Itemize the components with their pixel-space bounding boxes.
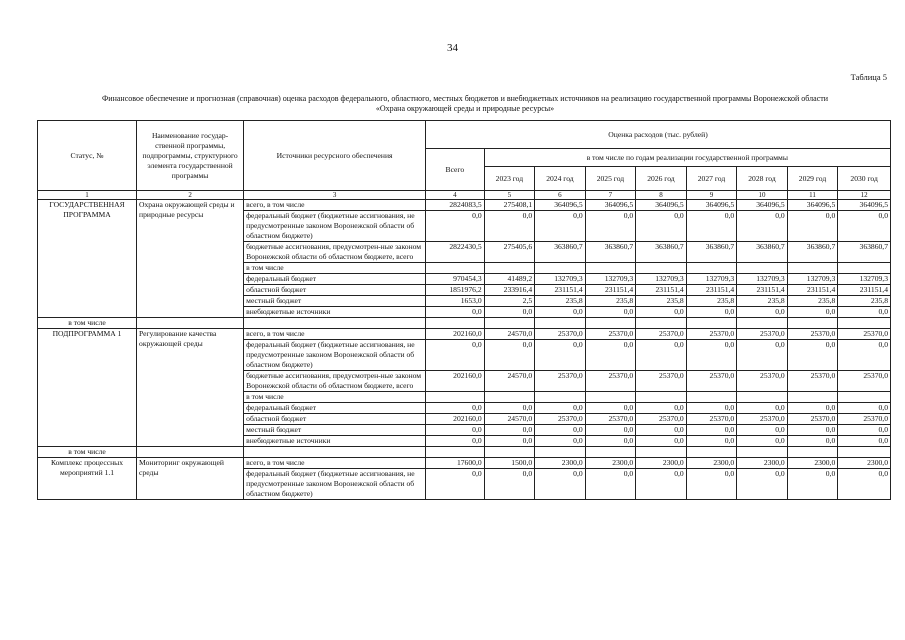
source-cell: федеральный бюджет [244, 403, 426, 414]
source-cell: бюджетные ассигнования, предусмотрен-ные законом Воронежской области об областном бюджете, всего [244, 242, 426, 263]
total-value-cell [426, 392, 485, 403]
total-value-cell: 970454,3 [426, 274, 485, 285]
year-value-cell: 2300,0 [838, 458, 891, 469]
year-value-cell [636, 263, 687, 274]
year-value-cell: 0,0 [737, 307, 788, 318]
year-value-cell: 25370,0 [686, 414, 737, 425]
year-value-cell: 364096,5 [686, 200, 737, 211]
total-value-cell: 2824083,5 [426, 200, 485, 211]
year-value-cell: 363860,7 [636, 242, 687, 263]
year-value-cell: 0,0 [535, 469, 586, 500]
year-value-cell: 0,0 [787, 403, 838, 414]
year-value-cell [686, 392, 737, 403]
year-value-cell: 2300,0 [686, 458, 737, 469]
year-value-cell: 0,0 [484, 307, 535, 318]
year-value-cell: 0,0 [535, 211, 586, 242]
status-cell: ГОСУДАРСТВЕННАЯ ПРОГРАММА [38, 200, 137, 318]
source-cell: федеральный бюджет (бюджетные ассигнования, не предусмотренные законом Воронежской области об областном бюджете) [244, 340, 426, 371]
year-value-cell: 0,0 [535, 436, 586, 447]
column-index-10: 10 [737, 191, 788, 200]
year-value-cell: 235,8 [838, 296, 891, 307]
year-value-cell [535, 392, 586, 403]
year-value-cell: 0,0 [636, 340, 687, 371]
year-value-cell: 2300,0 [535, 458, 586, 469]
year-value-cell: 0,0 [787, 211, 838, 242]
including-label: в том числе [38, 318, 137, 329]
year-value-cell: 364096,5 [737, 200, 788, 211]
year-value-cell: 0,0 [585, 340, 636, 371]
empty-cell [137, 318, 244, 329]
year-value-cell: 0,0 [484, 436, 535, 447]
year-value-cell: 0,0 [585, 403, 636, 414]
year-value-cell: 0,0 [686, 307, 737, 318]
header-year-5: 2027 год [686, 167, 737, 191]
table-label: Таблица 5 [850, 72, 887, 82]
document-title [45, 94, 885, 114]
year-value-cell: 0,0 [737, 403, 788, 414]
year-value-cell: 25370,0 [737, 329, 788, 340]
year-value-cell: 2300,0 [636, 458, 687, 469]
year-value-cell: 25370,0 [838, 371, 891, 392]
year-value-cell: 0,0 [484, 403, 535, 414]
year-value-cell [838, 392, 891, 403]
year-value-cell: 0,0 [636, 307, 687, 318]
source-cell: федеральный бюджет (бюджетные ассигнования, не предусмотренные законом Воронежской области об областном бюджете) [244, 469, 426, 500]
year-value-cell [484, 263, 535, 274]
year-value-cell: 0,0 [838, 403, 891, 414]
empty-cell [535, 318, 586, 329]
year-value-cell: 0,0 [535, 403, 586, 414]
total-value-cell: 202160,0 [426, 329, 485, 340]
source-cell: местный бюджет [244, 425, 426, 436]
column-index-12: 12 [838, 191, 891, 200]
column-index-2: 2 [137, 191, 244, 200]
year-value-cell [535, 263, 586, 274]
empty-cell [787, 318, 838, 329]
year-value-cell: 25370,0 [737, 371, 788, 392]
year-value-cell: 231151,4 [838, 285, 891, 296]
year-value-cell: 25370,0 [686, 329, 737, 340]
column-index-11: 11 [787, 191, 838, 200]
empty-cell [137, 447, 244, 458]
year-value-cell: 0,0 [737, 340, 788, 371]
year-value-cell: 25370,0 [686, 371, 737, 392]
empty-cell [838, 447, 891, 458]
column-index-3: 3 [244, 191, 426, 200]
year-value-cell: 25370,0 [838, 329, 891, 340]
header-year-4: 2026 год [636, 167, 687, 191]
year-value-cell: 25370,0 [585, 414, 636, 425]
table-row [38, 200, 891, 211]
year-value-cell: 235,8 [686, 296, 737, 307]
total-value-cell: 0,0 [426, 436, 485, 447]
year-value-cell: 364096,5 [838, 200, 891, 211]
year-value-cell: 2300,0 [737, 458, 788, 469]
header-year-1: 2023 год [484, 167, 535, 191]
year-value-cell: 0,0 [838, 340, 891, 371]
title-line-1: Финансовое обеспечение и прогнозная (справочная) оценка расходов федерального, областного, местных бюджетов и внебюджетных источников на реализацию государственной программы Воронежской области [101, 94, 829, 103]
header-by-years: в том числе по годам реализации государственной программы [484, 149, 890, 167]
table-row [38, 458, 891, 469]
total-value-cell: 0,0 [426, 469, 485, 500]
year-value-cell: 275408,1 [484, 200, 535, 211]
year-value-cell: 364096,5 [585, 200, 636, 211]
year-value-cell: 0,0 [636, 425, 687, 436]
column-index-7: 7 [585, 191, 636, 200]
empty-cell [636, 447, 687, 458]
year-value-cell: 0,0 [484, 469, 535, 500]
source-cell: внебюджетные источники [244, 307, 426, 318]
year-value-cell: 0,0 [787, 436, 838, 447]
year-value-cell: 0,0 [737, 436, 788, 447]
year-value-cell: 0,0 [737, 425, 788, 436]
year-value-cell: 132709,3 [787, 274, 838, 285]
header-estimate: Оценка расходов (тыс. рублей) [426, 121, 891, 149]
year-value-cell: 132709,3 [737, 274, 788, 285]
empty-cell [585, 447, 636, 458]
header-year-2: 2024 год [535, 167, 586, 191]
total-value-cell: 0,0 [426, 211, 485, 242]
empty-cell [737, 447, 788, 458]
total-value-cell: 2822430,5 [426, 242, 485, 263]
year-value-cell: 25370,0 [535, 371, 586, 392]
year-value-cell [686, 263, 737, 274]
year-value-cell: 0,0 [484, 211, 535, 242]
header-year-7: 2029 год [787, 167, 838, 191]
year-value-cell [737, 392, 788, 403]
year-value-cell: 132709,3 [686, 274, 737, 285]
header-year-6: 2028 год [737, 167, 788, 191]
source-cell: местный бюджет [244, 296, 426, 307]
year-value-cell: 0,0 [838, 425, 891, 436]
column-index-4: 4 [426, 191, 485, 200]
year-value-cell: 0,0 [636, 211, 687, 242]
year-value-cell: 0,0 [787, 469, 838, 500]
column-index-8: 8 [636, 191, 687, 200]
year-value-cell: 0,0 [686, 403, 737, 414]
status-cell: ПОДПРОГРАММА 1 [38, 329, 137, 447]
year-value-cell: 25370,0 [838, 414, 891, 425]
year-value-cell: 25370,0 [535, 329, 586, 340]
page-number: 34 [447, 42, 458, 54]
year-value-cell: 0,0 [838, 436, 891, 447]
year-value-cell: 0,0 [535, 307, 586, 318]
year-value-cell: 231151,4 [636, 285, 687, 296]
year-value-cell: 275405,6 [484, 242, 535, 263]
table-row [38, 447, 891, 458]
column-index-9: 9 [686, 191, 737, 200]
year-value-cell: 25370,0 [787, 329, 838, 340]
year-value-cell: 363860,7 [535, 242, 586, 263]
year-value-cell: 24570,0 [484, 414, 535, 425]
year-value-cell: 231151,4 [787, 285, 838, 296]
year-value-cell [585, 392, 636, 403]
empty-cell [585, 318, 636, 329]
year-value-cell: 2,5 [484, 296, 535, 307]
empty-cell [426, 447, 485, 458]
source-cell: всего, в том числе [244, 458, 426, 469]
source-cell: внебюджетные источники [244, 436, 426, 447]
year-value-cell: 0,0 [787, 307, 838, 318]
year-value-cell [636, 392, 687, 403]
empty-cell [737, 318, 788, 329]
status-cell: Комплекс процессных мероприятий 1.1 [38, 458, 137, 500]
source-cell: областной бюджет [244, 414, 426, 425]
year-value-cell: 235,8 [535, 296, 586, 307]
year-value-cell: 364096,5 [535, 200, 586, 211]
source-cell: в том числе [244, 392, 426, 403]
year-value-cell: 0,0 [636, 403, 687, 414]
program-name-cell: Охрана окружающей среды и природные ресурсы [137, 200, 244, 318]
year-value-cell: 231151,4 [737, 285, 788, 296]
year-value-cell: 0,0 [686, 211, 737, 242]
year-value-cell: 0,0 [484, 340, 535, 371]
year-value-cell: 0,0 [535, 340, 586, 371]
year-value-cell: 363860,7 [838, 242, 891, 263]
year-value-cell: 1500,0 [484, 458, 535, 469]
year-value-cell: 132709,3 [838, 274, 891, 285]
year-value-cell: 0,0 [686, 436, 737, 447]
empty-cell [636, 318, 687, 329]
year-value-cell: 0,0 [787, 340, 838, 371]
source-cell: федеральный бюджет (бюджетные ассигнования, не предусмотренные законом Воронежской области об областном бюджете) [244, 211, 426, 242]
total-value-cell: 1851976,2 [426, 285, 485, 296]
year-value-cell [787, 392, 838, 403]
total-value-cell: 17600,0 [426, 458, 485, 469]
year-value-cell: 0,0 [737, 211, 788, 242]
total-value-cell: 202160,0 [426, 414, 485, 425]
year-value-cell: 363860,7 [686, 242, 737, 263]
year-value-cell: 0,0 [686, 425, 737, 436]
year-value-cell: 0,0 [585, 307, 636, 318]
year-value-cell: 0,0 [585, 211, 636, 242]
table-row [38, 318, 891, 329]
header-name: Наименование государ-ственной программы, подпрограммы, структурного элемента государственной программы [137, 121, 244, 191]
year-value-cell: 0,0 [686, 469, 737, 500]
year-value-cell: 0,0 [636, 469, 687, 500]
empty-cell [426, 318, 485, 329]
year-value-cell: 0,0 [585, 469, 636, 500]
year-value-cell: 231151,4 [535, 285, 586, 296]
year-value-cell: 25370,0 [585, 371, 636, 392]
including-label: в том числе [38, 447, 137, 458]
empty-cell [787, 447, 838, 458]
total-value-cell: 1653,0 [426, 296, 485, 307]
year-value-cell: 363860,7 [787, 242, 838, 263]
year-value-cell: 364096,5 [636, 200, 687, 211]
year-value-cell: 132709,3 [535, 274, 586, 285]
year-value-cell: 25370,0 [636, 371, 687, 392]
source-cell: федеральный бюджет [244, 274, 426, 285]
total-value-cell: 0,0 [426, 307, 485, 318]
empty-cell [484, 318, 535, 329]
source-cell: областной бюджет [244, 285, 426, 296]
title-line-2: «Охрана окружающей среды и природные ресурсы» [375, 104, 555, 113]
year-value-cell: 235,8 [636, 296, 687, 307]
total-value-cell [426, 263, 485, 274]
year-value-cell: 132709,3 [585, 274, 636, 285]
year-value-cell: 0,0 [838, 469, 891, 500]
year-value-cell: 363860,7 [737, 242, 788, 263]
year-value-cell: 0,0 [787, 425, 838, 436]
year-value-cell: 41489,2 [484, 274, 535, 285]
empty-cell [535, 447, 586, 458]
year-value-cell: 2300,0 [585, 458, 636, 469]
year-value-cell: 25370,0 [737, 414, 788, 425]
source-cell: в том числе [244, 263, 426, 274]
program-name-cell: Мониторинг окружающей среды [137, 458, 244, 500]
total-value-cell: 0,0 [426, 340, 485, 371]
source-cell: бюджетные ассигнования, предусмотрен-ные законом Воронежской области об областном бюджете, всего [244, 371, 426, 392]
table-row [38, 329, 891, 340]
header-status: Статус, № [38, 121, 137, 191]
year-value-cell [787, 263, 838, 274]
year-value-cell [838, 263, 891, 274]
header-year-8: 2030 год [838, 167, 891, 191]
column-index-5: 5 [484, 191, 535, 200]
header-source: Источники ресурсного обеспечения [244, 121, 426, 191]
year-value-cell: 25370,0 [787, 371, 838, 392]
empty-cell [244, 318, 426, 329]
year-value-cell: 0,0 [535, 425, 586, 436]
year-value-cell [737, 263, 788, 274]
year-value-cell [484, 392, 535, 403]
year-value-cell: 364096,5 [787, 200, 838, 211]
year-value-cell: 231151,4 [585, 285, 636, 296]
year-value-cell: 0,0 [636, 436, 687, 447]
year-value-cell: 0,0 [585, 425, 636, 436]
empty-cell [244, 447, 426, 458]
empty-cell [484, 447, 535, 458]
total-value-cell: 0,0 [426, 425, 485, 436]
total-value-cell: 0,0 [426, 403, 485, 414]
year-value-cell: 0,0 [484, 425, 535, 436]
year-value-cell: 2300,0 [787, 458, 838, 469]
finance-table [37, 120, 891, 500]
year-value-cell: 0,0 [838, 211, 891, 242]
empty-cell [838, 318, 891, 329]
year-value-cell: 235,8 [737, 296, 788, 307]
year-value-cell: 25370,0 [636, 329, 687, 340]
year-value-cell: 24570,0 [484, 371, 535, 392]
column-index-6: 6 [535, 191, 586, 200]
header-year-3: 2025 год [585, 167, 636, 191]
source-cell: всего, в том числе [244, 329, 426, 340]
year-value-cell [585, 263, 636, 274]
year-value-cell: 235,8 [787, 296, 838, 307]
year-value-cell: 363860,7 [585, 242, 636, 263]
year-value-cell: 0,0 [686, 340, 737, 371]
column-index-1: 1 [38, 191, 137, 200]
year-value-cell: 24570,0 [484, 329, 535, 340]
year-value-cell: 25370,0 [787, 414, 838, 425]
year-value-cell: 233916,4 [484, 285, 535, 296]
header-total: Всего [426, 149, 485, 191]
year-value-cell: 231151,4 [686, 285, 737, 296]
total-value-cell: 202160,0 [426, 371, 485, 392]
source-cell: всего, в том числе [244, 200, 426, 211]
year-value-cell: 235,8 [585, 296, 636, 307]
empty-cell [686, 318, 737, 329]
year-value-cell: 25370,0 [585, 329, 636, 340]
year-value-cell: 0,0 [737, 469, 788, 500]
program-name-cell: Регулирование качества окружающей среды [137, 329, 244, 447]
year-value-cell: 0,0 [585, 436, 636, 447]
year-value-cell: 132709,3 [636, 274, 687, 285]
year-value-cell: 0,0 [838, 307, 891, 318]
year-value-cell: 25370,0 [636, 414, 687, 425]
empty-cell [686, 447, 737, 458]
year-value-cell: 25370,0 [535, 414, 586, 425]
